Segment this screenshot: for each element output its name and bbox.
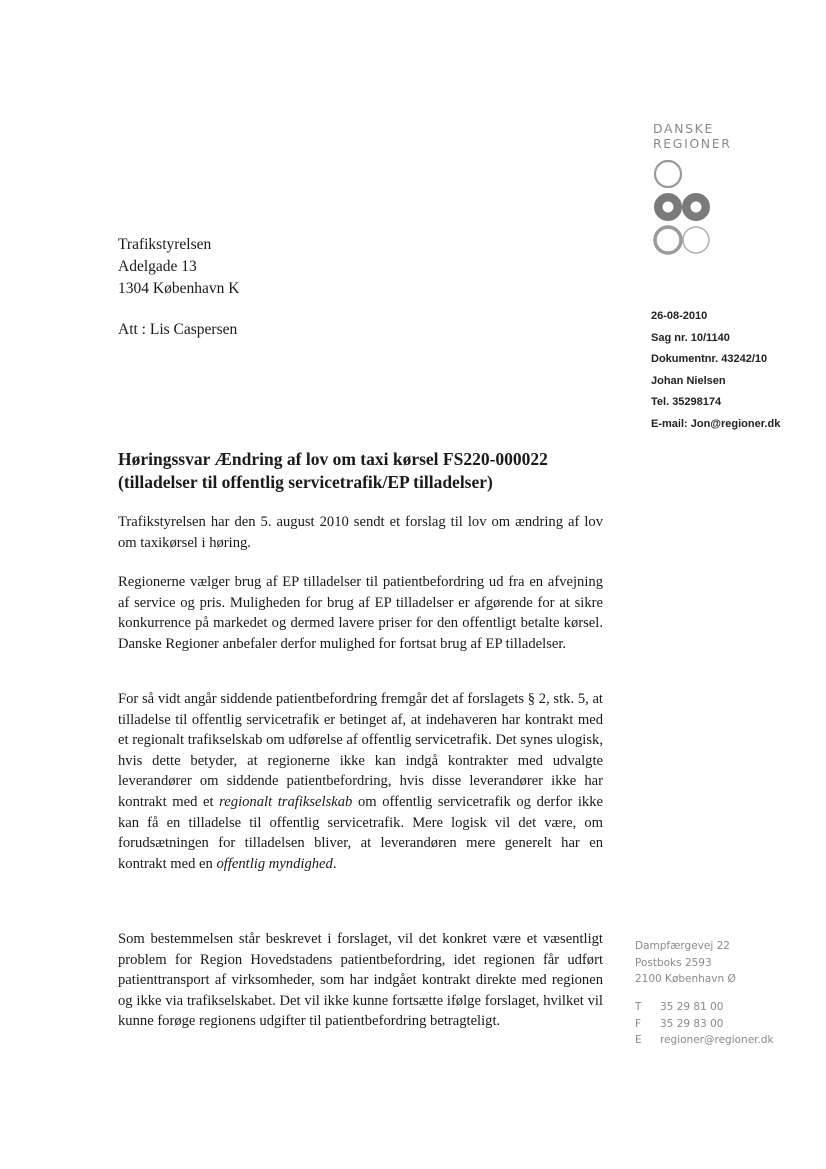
meta-case-number: Sag nr. 10/1140: [651, 331, 730, 344]
footer-contact: [635, 999, 774, 1049]
recipient-att: Att : Lis Caspersen: [118, 321, 238, 338]
meta-document-number: Dokumentnr. 43242/10: [651, 353, 768, 365]
meta-contact-person: Johan Nielsen: [651, 374, 726, 387]
paragraph-3-part-3: .: [332, 855, 337, 872]
recipient-city: 1304 København K: [118, 280, 240, 297]
meta-phone: Tel. 35298174: [651, 396, 722, 408]
footer-street: Dampfærgevej 22: [635, 940, 730, 952]
footer-pobox: Postboks 2593: [635, 956, 712, 969]
paragraph-3-part-2: om offentlig servicetrafik og derfor ikke kan få en tilladelse til offentlig servicetrafik. Mere logisk vil det være, om forudsætningen for tilladelsen bliver, at leverandøren mere generelt har en kontrakt med en: [118, 793, 603, 872]
body-paragraph-3: [118, 689, 603, 874]
footer-fax-value: 35 29 83 00: [660, 1017, 724, 1030]
meta-date: 26-08-2010: [651, 310, 708, 322]
recipient-name: Trafikstyrelsen: [118, 236, 212, 253]
body-paragraph-1: Trafikstyrelsen har den 5. august 2010 sendt et forslag til lov om ændring af lov om taxikørsel i høring.: [118, 514, 603, 551]
footer-address: [635, 938, 736, 988]
recipient-street: Adelgade 13: [118, 258, 197, 275]
footer-phone-row: [635, 999, 774, 1016]
danske-regioner-logo-icon: [648, 156, 728, 266]
paragraph-3-part-1: For så vidt angår siddende patientbefordring fremgår det af forslagets § 2, stk. 5, at tilladelse til offentlig servicetrafik er betinget af, at indehaveren har kontrakt med et regionalt trafikselskab om udførelse af offentlig servicetrafik. Det synes ulogisk, hvis dette betyder, at regionerne ikke kan indgå kontrakter med udvalgte leverandører om siddende patientbefordring, hvis disse leverandører ikke har kontrakt med et: [118, 691, 603, 810]
footer-city: 2100 København Ø: [635, 973, 736, 985]
footer-phone-label: T: [635, 1001, 642, 1013]
paragraph-3-emphasis-1: regionalt trafikselskab: [219, 793, 353, 810]
recipient-address: [118, 234, 239, 300]
meta-email: E-mail: Jon@regioner.dk: [651, 417, 781, 430]
footer-email-row: [635, 1032, 774, 1049]
letter-subject: Høringssvar Ændring af lov om taxi kørsel FS220-000022 (tilladelser til offentlig servicetrafik/EP tilladelser): [118, 449, 548, 492]
body-paragraph-4: Som bestemmelsen står beskrevet i forslaget, vil det konkret være et væsentligt problem for Region Hovedstadens patientbefordring, idet regionen får udført patienttransport af virksomheder, som har indgået kontrakt direkte med regionen og ikke via trafikselskabet. Det vil ikke kunne fortsætte ifølge forslaget, hvilket vil kunne forøge regionens udgifter til patientbefordring betragteligt.: [118, 931, 603, 1030]
paragraph-3-emphasis-2: offentlig myndighed: [216, 855, 333, 872]
footer-fax-label: F: [635, 1017, 642, 1030]
footer-email-value: regioner@regioner.dk: [660, 1034, 774, 1046]
logo-line-2: REGIONER: [653, 136, 732, 151]
footer-email-label: E: [635, 1034, 642, 1046]
logo-line-1: DANSKE: [653, 121, 714, 136]
document-meta: [651, 306, 780, 435]
footer-phone-value: 35 29 81 00: [660, 1001, 724, 1013]
body-paragraph-2: Regionerne vælger brug af EP tilladelser til patientbefordring ud fra en afvejning af service og pris. Muligheden for brug af EP tilladelser er afgørende for at sikre konkurrence på markedet og dermed lavere priser for den offentligt betalte kørsel. Danske Regioner anbefaler derfor mulighed for fortsat brug af EP tilladelser.: [118, 574, 603, 652]
footer-fax-row: [635, 1016, 774, 1033]
logo-wordmark: [653, 121, 753, 151]
